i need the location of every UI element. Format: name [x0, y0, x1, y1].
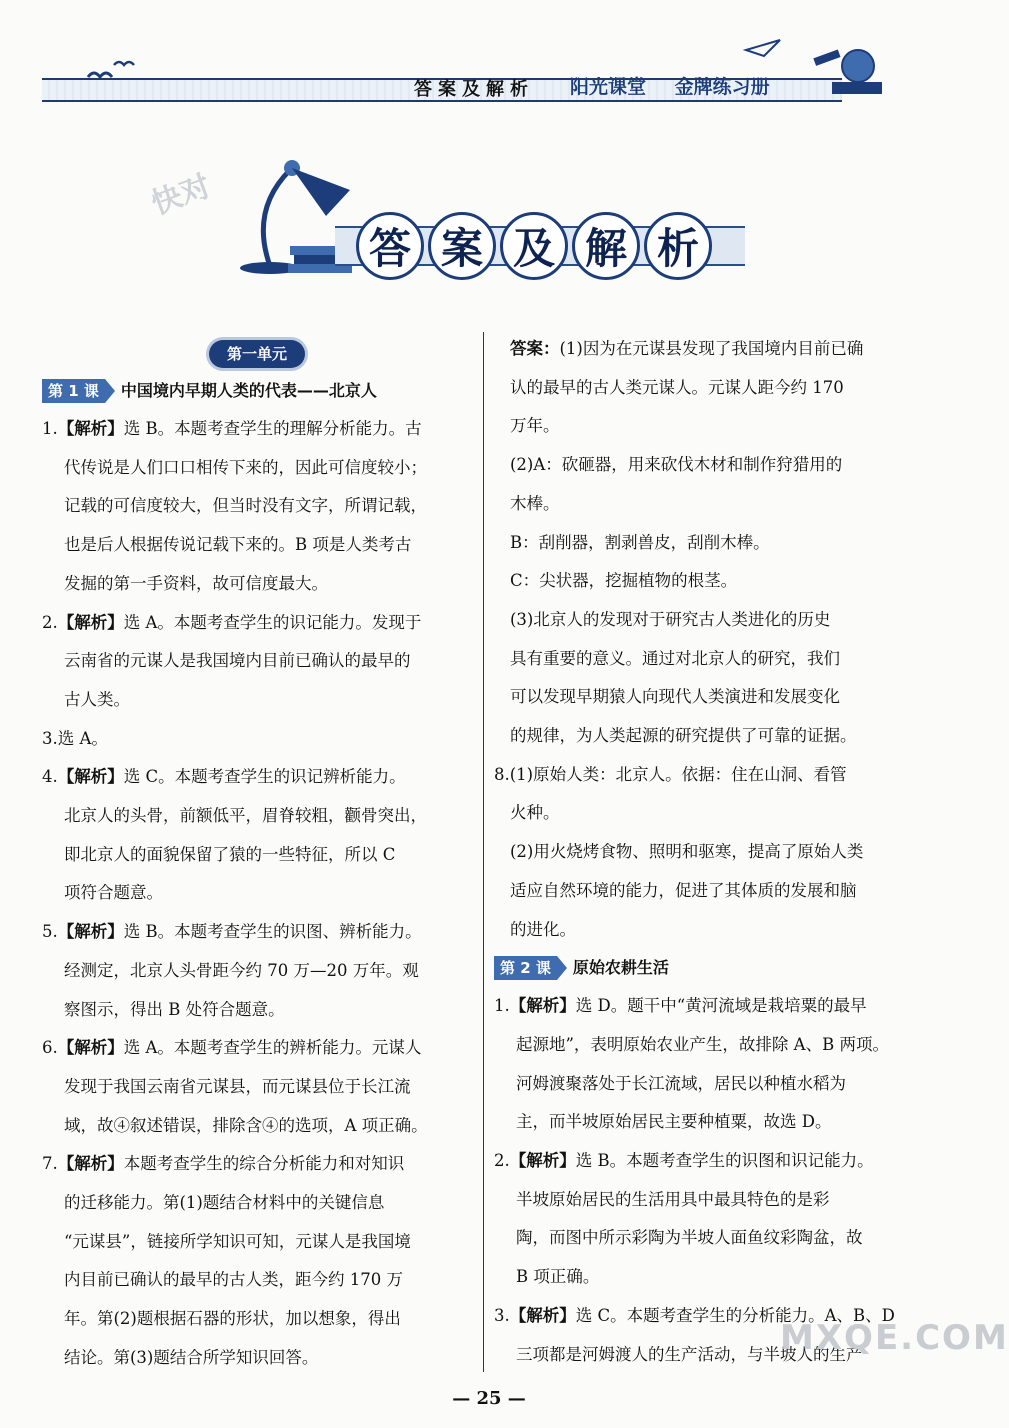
- item-number: 4.: [42, 767, 58, 787]
- item-number: 1.: [494, 996, 510, 1016]
- text-line: 选 B。本题考查学生的识图和识记能力。: [575, 1151, 874, 1171]
- text-line: 本题考查学生的综合分析能力和对知识: [123, 1154, 405, 1174]
- text-line: 古人类。: [64, 689, 130, 709]
- header-brand: [570, 72, 792, 99]
- title-char: 解: [572, 212, 640, 280]
- text-line: 记载的可信度较大，但当时没有文字，所谓记载，: [64, 496, 427, 516]
- lesson-title: 中国境内早期人类的代表——北京人: [120, 380, 377, 400]
- text-line: 也是后人根据传说记载下来的。B 项是人类考古: [64, 535, 412, 555]
- birds-icon: [70, 55, 140, 85]
- page-title: [356, 212, 712, 280]
- text-line: 认的最早的古人类元谋人。元谋人距今约 170: [510, 377, 844, 397]
- watermark-stamp: 快对: [147, 168, 216, 222]
- text-line: 可以发现早期猿人向现代人类演进和发展变化: [510, 687, 840, 707]
- text-line: 具有重要的意义。通过对北京人的研究，我们: [510, 648, 840, 668]
- text-line: 发现于我国云南省元谋县，而元谋县位于长江流: [64, 1076, 411, 1096]
- text-line: 选 C。本题考查学生的分析能力。A、B、D: [575, 1305, 895, 1325]
- right-column: [494, 330, 920, 1374]
- text-line: (3)北京人的发现对于研究古人类进化的历史: [510, 609, 831, 629]
- lesson-2-heading: [494, 949, 920, 987]
- text-line: 陶，而图中所示彩陶为半坡人面鱼纹彩陶盆，故: [516, 1228, 863, 1248]
- item-number: 3.: [42, 728, 58, 748]
- item-number: 5.: [42, 922, 58, 942]
- text-line: 万年。: [510, 416, 560, 436]
- text-line: 的迁移能力。第(1)题结合材料中的关键信息: [64, 1193, 385, 1213]
- text-line: 选 A。: [57, 728, 108, 748]
- analysis-tag: 【解析】: [57, 612, 124, 632]
- answer-item: [42, 604, 472, 720]
- text-line: 选 A。本题考查学生的识记能力。发现于: [123, 612, 422, 632]
- analysis-tag: 【解析】: [57, 1038, 124, 1058]
- title-char: 答: [356, 212, 424, 280]
- text-line: 主，而半坡原始居民主要种植粟，故选 D。: [516, 1112, 832, 1132]
- analysis-tag: 【解析】: [509, 996, 576, 1016]
- answer-item: [42, 1029, 472, 1145]
- text-line: 即北京人的面貌保留了猿的一些特征，所以 C: [64, 844, 396, 864]
- answer-item: [42, 410, 472, 604]
- title-char: 析: [644, 212, 712, 280]
- text-line: 火种。: [510, 803, 560, 823]
- text-line: (1)原始人类：北京人。依据：住在山洞、看管: [509, 764, 847, 784]
- text-line: 选 D。题干中“黄河流域是栽培粟的最早: [575, 996, 867, 1016]
- text-line: 半坡原始居民的生活用具中最具特色的是彩: [516, 1189, 830, 1209]
- answer-item: [42, 720, 472, 759]
- lesson-title: 原始农耕生活: [572, 957, 669, 977]
- text-line: B：刮削器，割剥兽皮，刮削木棒。: [510, 532, 770, 552]
- answer-label: 答案：: [510, 339, 560, 358]
- text-line: 适应自然环境的能力，促进了其体质的发展和脑: [510, 880, 857, 900]
- analysis-tag: 【解析】: [57, 767, 124, 787]
- globe-telescope-icon: [810, 42, 890, 102]
- text-line: 代传说是人们口口相传下来的，因此可信度较小；: [64, 457, 427, 477]
- answer-item: [494, 987, 920, 1142]
- text-line: (1)因为在元谋县发现了我国境内目前已确: [559, 339, 864, 358]
- answer-item: [494, 1142, 920, 1297]
- text-line: 经测定，北京人头骨距今约 70 万—20 万年。观: [64, 960, 419, 980]
- analysis-tag: 【解析】: [57, 922, 124, 942]
- text-line: 结论。第(3)题结合所学知识回答。: [64, 1347, 319, 1367]
- header-section-label: 答案及解析: [414, 79, 534, 100]
- text-line: 的进化。: [510, 919, 576, 939]
- item-number: 8.: [494, 764, 510, 784]
- text-line: 选 C。本题考查学生的识记辨析能力。: [123, 767, 406, 787]
- text-line: 河姆渡聚落处于长江流域，居民以种植水稻为: [516, 1073, 846, 1093]
- lesson-tag: 第 2 课: [494, 956, 557, 980]
- text-line: 的规律，为人类起源的研究提供了可靠的证据。: [510, 726, 857, 746]
- text-line: 选 A。本题考查学生的辨析能力。元谋人: [123, 1038, 422, 1058]
- analysis-tag: 【解析】: [509, 1151, 576, 1171]
- running-header: [42, 78, 842, 102]
- answer-item: [42, 1145, 472, 1377]
- paper-plane-icon: [744, 38, 784, 58]
- text-line: C：尖状器，挖掘植物的根茎。: [510, 571, 738, 591]
- text-line: 北京人的头骨，前额低平，眉脊较粗，颧骨突出，: [64, 806, 427, 826]
- watermark-logo: MXQE.COM: [780, 1318, 1009, 1358]
- brand-name-2: 金牌练习册: [674, 76, 770, 98]
- answer-item: [42, 758, 472, 913]
- answer-block: [510, 330, 920, 756]
- text-line: 年。第(2)题根据石器的形状，加以想象，得出: [64, 1309, 401, 1329]
- unit-label: 第一单元: [209, 340, 305, 368]
- text-line: 域，故④叙述错误，排除含④的选项，A 项正确。: [64, 1115, 428, 1135]
- item-number: 3.: [494, 1305, 510, 1325]
- brand-name-1: 阳光课堂: [570, 76, 647, 98]
- column-divider: [483, 332, 484, 1372]
- text-line: 云南省的元谋人是我国境内目前已确认的最早的: [64, 651, 411, 671]
- lesson-1-heading: [42, 372, 472, 410]
- item-number: 2.: [494, 1151, 510, 1171]
- text-line: 选 B。本题考查学生的理解分析能力。古: [123, 419, 422, 438]
- item-number: 7.: [42, 1154, 58, 1174]
- text-line: 木棒。: [510, 493, 560, 513]
- item-number: 6.: [42, 1038, 58, 1058]
- title-char: 案: [428, 212, 496, 280]
- text-line: “元谋县”，链接所学知识可知，元谋人是我国境: [64, 1231, 411, 1251]
- text-line: (2)用火烧烤食物、照明和驱寒，提高了原始人类: [510, 842, 864, 862]
- text-line: 选 B。本题考查学生的识图、辨析能力。: [123, 922, 422, 942]
- text-line: (2)A：砍砸器，用来砍伐木材和制作狩猎用的: [510, 455, 843, 475]
- text-line: 发掘的第一手资料，故可信度最大。: [64, 573, 328, 593]
- item-number: 2.: [42, 612, 58, 632]
- text-line: B 项正确。: [516, 1267, 600, 1287]
- item-number: 1.: [42, 419, 58, 438]
- title-char: 及: [500, 212, 568, 280]
- lesson-tag: 第 1 课: [42, 379, 105, 403]
- text-line: 起源地”，表明原始农业产生，故排除 A、B 两项。: [516, 1034, 889, 1054]
- text-line: 三项都是河姆渡人的生产活动，与半坡人的生产: [516, 1344, 863, 1364]
- left-column: [42, 330, 472, 1378]
- text-line: 内目前已确认的最早的古人类，距今约 170 万: [64, 1270, 403, 1290]
- analysis-tag: 【解析】: [509, 1305, 576, 1325]
- text-line: 察图示，得出 B 处符合题意。: [64, 999, 285, 1019]
- answer-item: [494, 756, 920, 950]
- text-line: 项符合题意。: [64, 883, 163, 903]
- analysis-tag: 【解析】: [57, 1154, 124, 1174]
- analysis-tag: 【解析】: [57, 419, 124, 438]
- page-number: — 25 —: [452, 1388, 526, 1409]
- answer-item: [42, 913, 472, 1029]
